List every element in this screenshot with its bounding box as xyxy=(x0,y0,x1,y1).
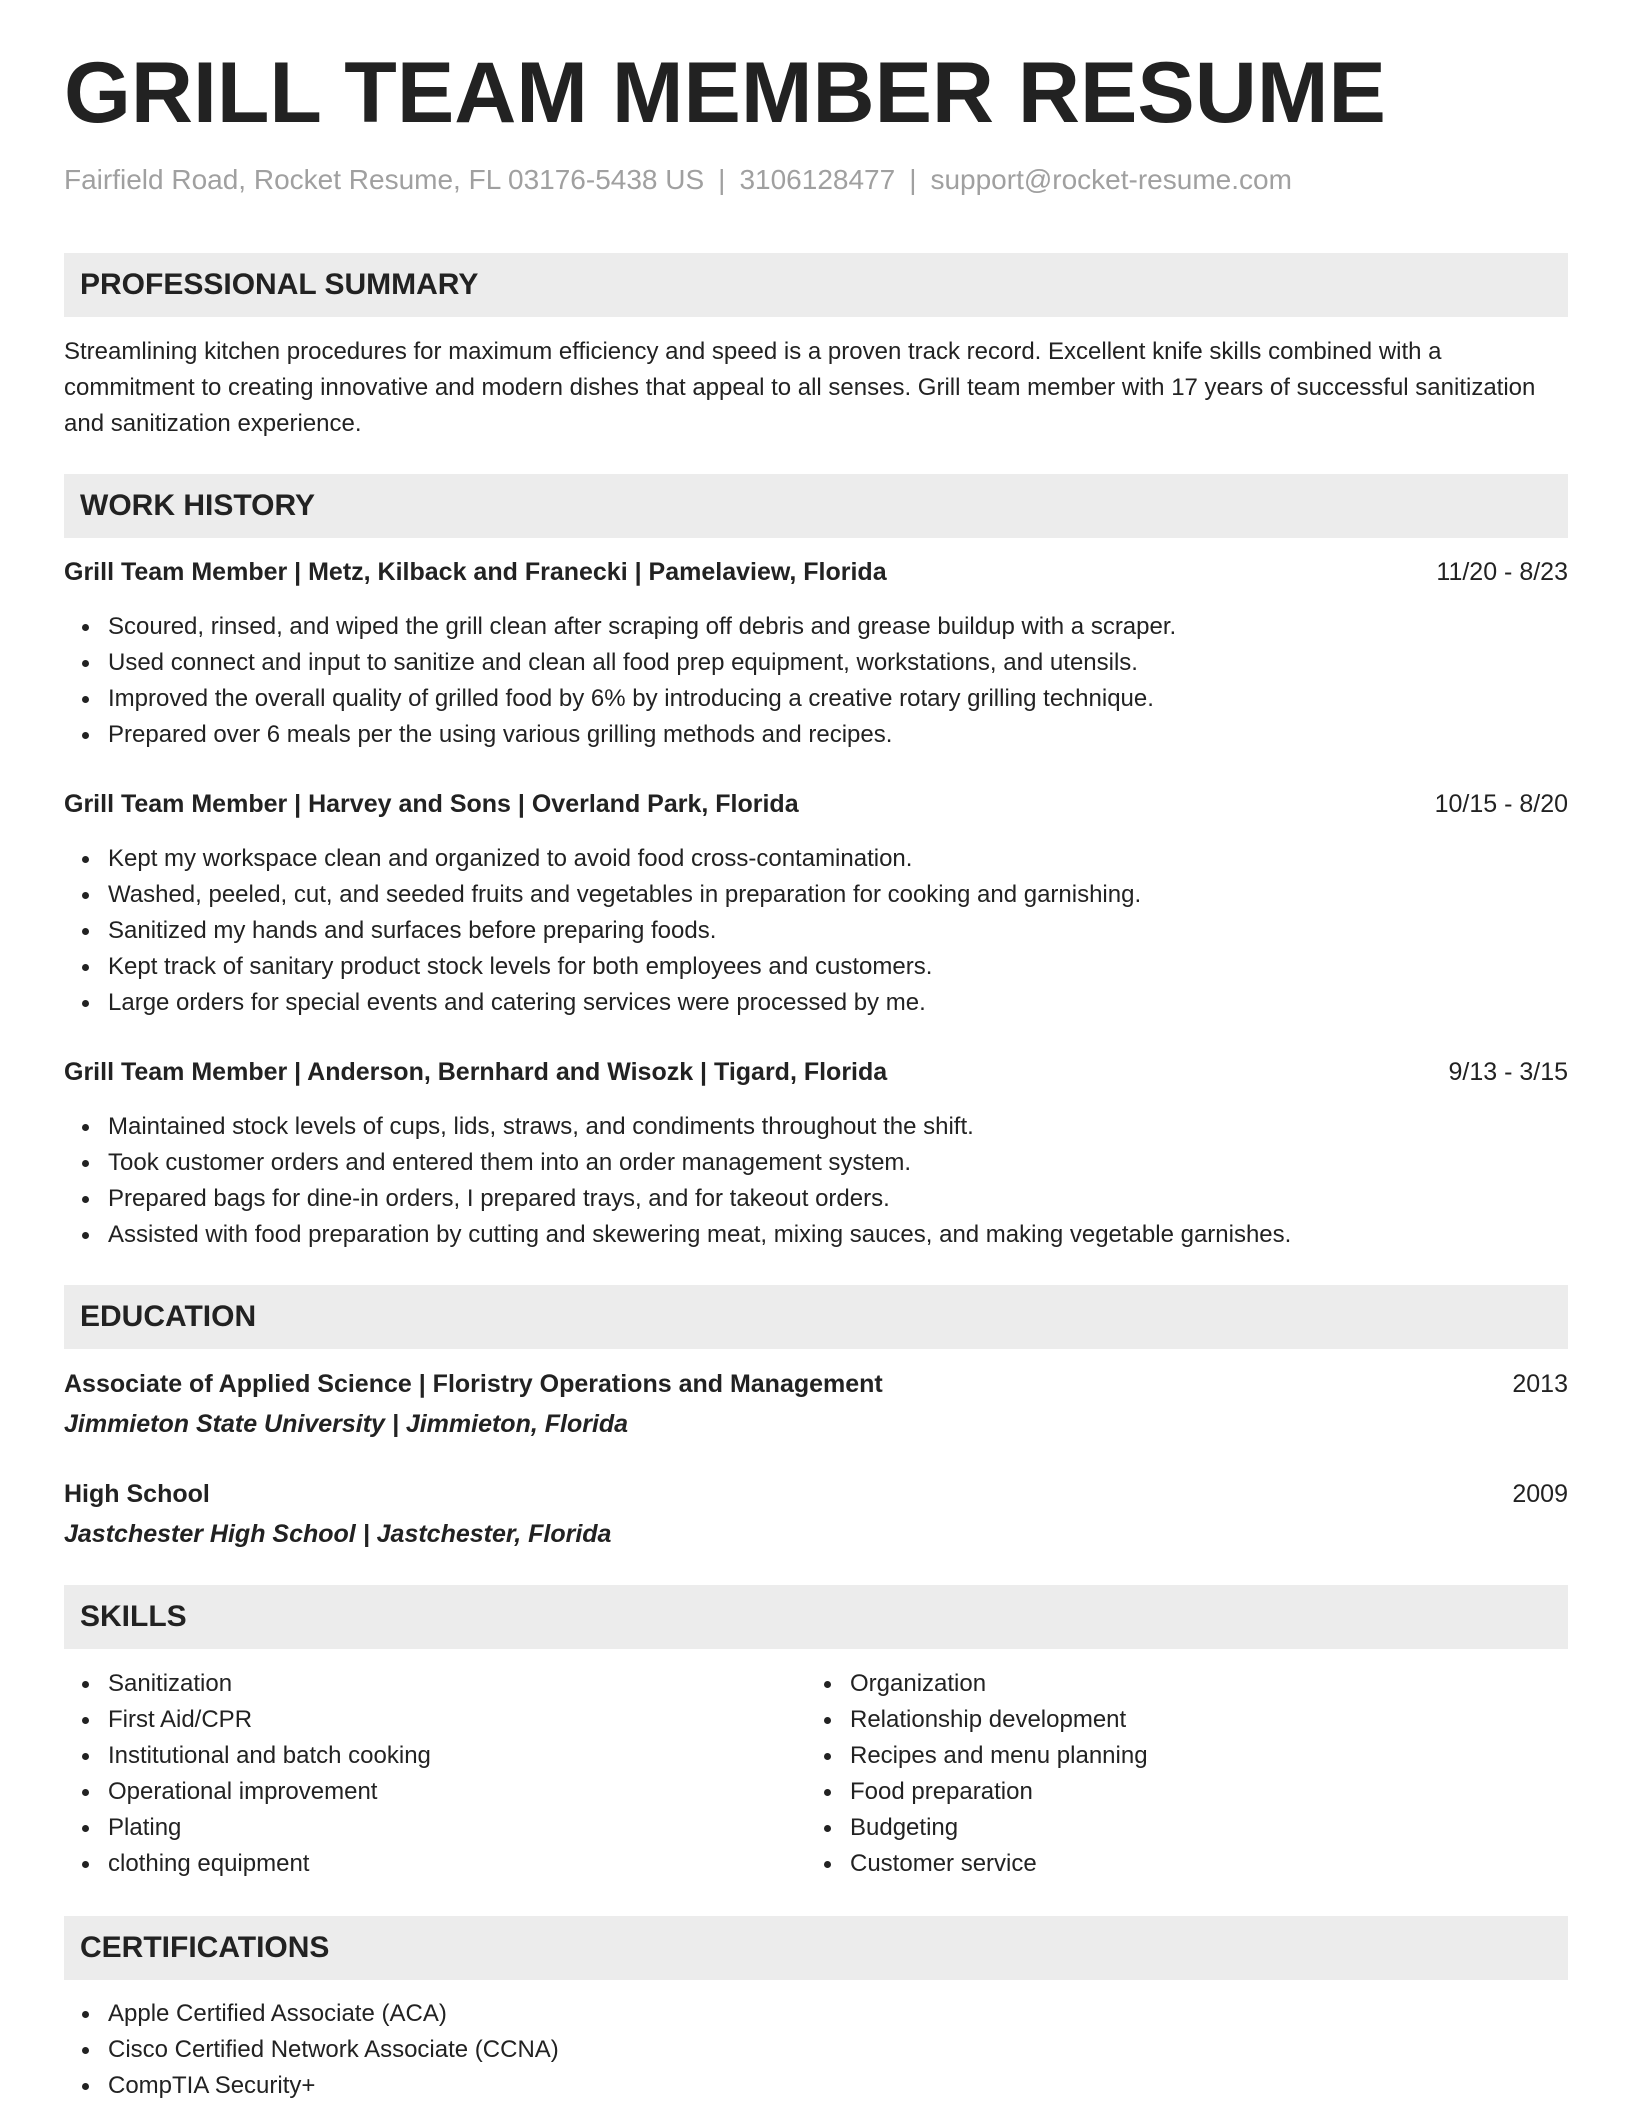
skills-list-left xyxy=(64,1666,431,1882)
section-title: WORK HISTORY xyxy=(80,489,316,522)
degree-title: Associate of Applied Science | Floristry Operations and Management xyxy=(64,1370,883,1398)
list-item: Relationship development xyxy=(850,1702,1148,1738)
list-item: Budgeting xyxy=(850,1810,1148,1846)
job-header xyxy=(64,786,1568,822)
list-item: Recipes and menu planning xyxy=(850,1738,1148,1774)
list-item: Cisco Certified Network Associate (CCNA) xyxy=(108,2032,559,2068)
list-item: Kept track of sanitary product stock levels for both employees and customers. xyxy=(108,949,1141,985)
job-dates: 9/13 - 3/15 xyxy=(1448,1058,1568,1086)
job-title: Grill Team Member | Harvey and Sons | Overland Park, Florida xyxy=(64,790,799,818)
list-item: Operational improvement xyxy=(108,1774,431,1810)
list-item: Took customer orders and entered them into an order management system. xyxy=(108,1145,1291,1181)
education-year: 2009 xyxy=(1512,1480,1568,1508)
contact-line xyxy=(64,166,1292,194)
education-header xyxy=(64,1366,1568,1402)
list-item: clothing equipment xyxy=(108,1846,431,1882)
job-header xyxy=(64,554,1568,590)
certifications-list xyxy=(64,1996,559,2104)
list-item: Food preparation xyxy=(850,1774,1148,1810)
job-title: Grill Team Member | Metz, Kilback and Franecki | Pamelaview, Florida xyxy=(64,558,887,586)
education-year: 2013 xyxy=(1512,1370,1568,1398)
resume-title: GRILL TEAM MEMBER RESUME xyxy=(64,45,1386,141)
contact-separator: | xyxy=(718,164,726,195)
list-item: Sanitization xyxy=(108,1666,431,1702)
list-item: Kept my workspace clean and organized to avoid food cross-contamination. xyxy=(108,841,1141,877)
school-name: Jimmieton State University | Jimmieton, Florida xyxy=(64,1410,629,1438)
job-header xyxy=(64,1054,1568,1090)
list-item: First Aid/CPR xyxy=(108,1702,431,1738)
list-item: Prepared over 6 meals per the using various grilling methods and recipes. xyxy=(108,717,1176,753)
section-title: CERTIFICATIONS xyxy=(80,1931,330,1964)
section-title: EDUCATION xyxy=(80,1300,257,1333)
section-title: PROFESSIONAL SUMMARY xyxy=(80,268,479,301)
education-header xyxy=(64,1476,1568,1512)
skills-list-right xyxy=(806,1666,1148,1882)
list-item: Improved the overall quality of grilled food by 6% by introducing a creative rotary grilling technique. xyxy=(108,681,1176,717)
list-item: Scoured, rinsed, and wiped the grill clean after scraping off debris and grease buildup with a scraper. xyxy=(108,609,1176,645)
job-bullets xyxy=(64,1109,1291,1253)
job-dates: 10/15 - 8/20 xyxy=(1434,790,1568,818)
list-item: Institutional and batch cooking xyxy=(108,1738,431,1774)
section-header-summary xyxy=(64,253,1568,317)
list-item: Assisted with food preparation by cutting and skewering meat, mixing sauces, and making vegetable garnishes. xyxy=(108,1217,1291,1253)
list-item: Organization xyxy=(850,1666,1148,1702)
contact-address: Fairfield Road, Rocket Resume, FL 03176-5438 US xyxy=(64,164,705,195)
list-item: Large orders for special events and catering services were processed by me. xyxy=(108,985,1141,1021)
job-dates: 11/20 - 8/23 xyxy=(1436,558,1568,586)
section-header-certifications xyxy=(64,1916,1568,1980)
degree-title: High School xyxy=(64,1480,210,1508)
section-header-work xyxy=(64,474,1568,538)
list-item: Apple Certified Associate (ACA) xyxy=(108,1996,559,2032)
contact-separator: | xyxy=(909,164,917,195)
list-item: Prepared bags for dine-in orders, I prepared trays, and for takeout orders. xyxy=(108,1181,1291,1217)
contact-phone: 3106128477 xyxy=(739,164,896,195)
job-bullets xyxy=(64,841,1141,1021)
list-item: Used connect and input to sanitize and clean all food prep equipment, workstations, and utensils. xyxy=(108,645,1176,681)
summary-text: Streamlining kitchen procedures for maximum efficiency and speed is a proven track record. Excellent knife skills combined with a commitment to creating innovative and modern dishes that appeal to all senses. Grill team member with 17 years of successful sanitization and sanitization experience. xyxy=(64,338,1536,437)
list-item: Sanitized my hands and surfaces before preparing foods. xyxy=(108,913,1141,949)
list-item: Washed, peeled, cut, and seeded fruits and vegetables in preparation for cooking and garnishing. xyxy=(108,877,1141,913)
school-name: Jastchester High School | Jastchester, Florida xyxy=(64,1520,612,1548)
job-title: Grill Team Member | Anderson, Bernhard and Wisozk | Tigard, Florida xyxy=(64,1058,888,1086)
list-item: Plating xyxy=(108,1810,431,1846)
list-item: Maintained stock levels of cups, lids, straws, and condiments throughout the shift. xyxy=(108,1109,1291,1145)
job-bullets xyxy=(64,609,1176,753)
list-item: Customer service xyxy=(850,1846,1148,1882)
contact-email[interactable]: support@rocket-resume.com xyxy=(930,164,1292,195)
section-title: SKILLS xyxy=(80,1600,187,1633)
section-header-education xyxy=(64,1285,1568,1349)
section-header-skills xyxy=(64,1585,1568,1649)
list-item: CompTIA Security+ xyxy=(108,2068,559,2104)
